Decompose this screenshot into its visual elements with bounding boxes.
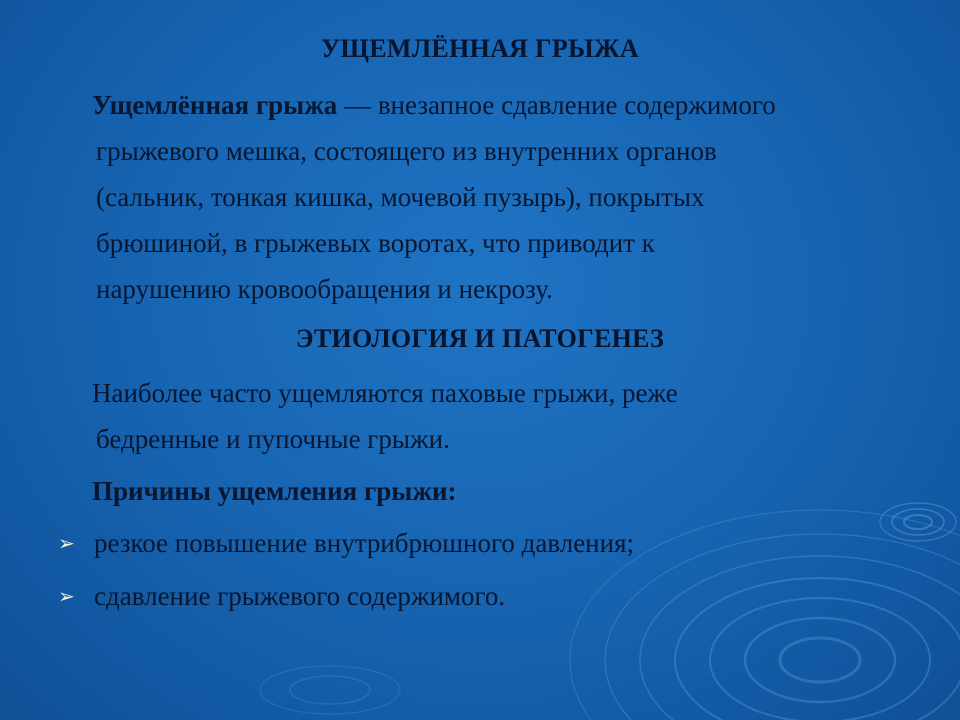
arrow-bullet-icon: ➢ — [58, 584, 75, 608]
definition-line-3: (сальник, тонкая кишка, мочевой пузырь), покрытых — [96, 182, 705, 212]
definition-paragraph — [92, 82, 912, 312]
definition-line-4: брюшиной, в грыжевых воротах, что приводит к — [96, 228, 655, 258]
definition-term: Ущемлённая грыжа — [92, 90, 338, 120]
cause-item-1-text: резкое повышение внутрибрюшного давления; — [94, 528, 634, 558]
cause-item-2 — [58, 576, 918, 616]
causes-heading-text: Причины ущемления грыжи: — [92, 476, 457, 506]
slide-title: УЩЕМЛЁННАЯ ГРЫЖА — [321, 34, 639, 63]
definition-line-2: грыжевого мешка, состоящего из внутренних органов — [96, 136, 717, 166]
etiology-line-1: Наиболее часто ущемляются паховые грыжи, реже — [92, 378, 678, 408]
cause-item-1 — [58, 523, 918, 563]
cause-item-2-text: сдавление грыжевого содержимого. — [94, 581, 506, 611]
definition-line-5: нарушению кровообращения и некрозу. — [96, 274, 553, 304]
section-heading: ЭТИОЛОГИЯ И ПАТОГЕНЕЗ — [295, 324, 665, 353]
arrow-bullet-icon: ➢ — [58, 531, 75, 555]
etiology-line-2: бедренные и пупочные грыжи. — [96, 424, 450, 454]
etiology-paragraph — [92, 370, 912, 462]
causes-heading — [92, 468, 912, 514]
definition-line-1-rest: — внезапное сдавление содержимого — [337, 90, 776, 120]
definition-line-1 — [92, 82, 912, 128]
